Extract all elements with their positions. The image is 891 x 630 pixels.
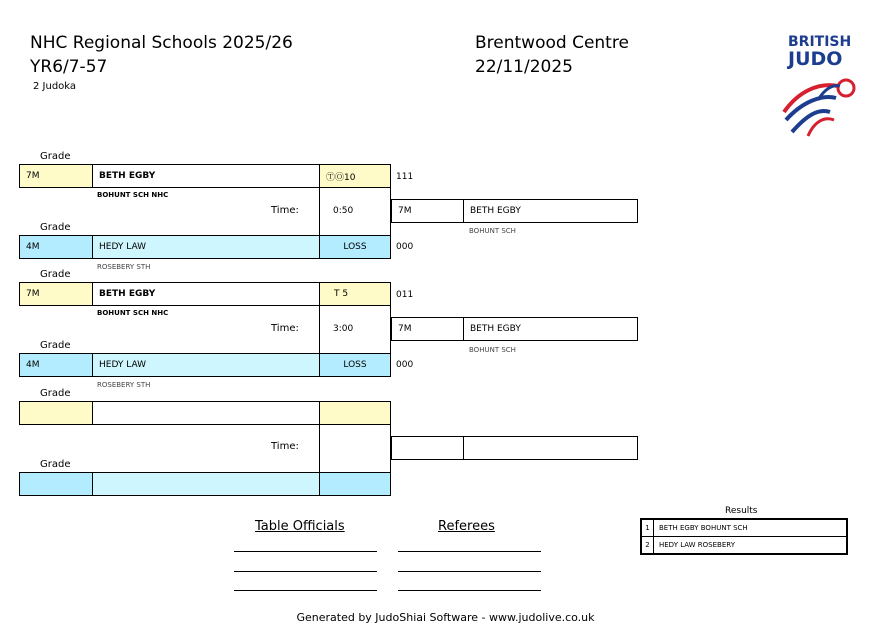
- category-title: YR6/7-57: [30, 57, 108, 77]
- white-points: 111: [396, 172, 414, 182]
- blue-grade: 4M: [19, 235, 93, 259]
- grade-label: Grade: [40, 222, 71, 233]
- winner-club: BOHUNT SCH: [469, 227, 516, 235]
- white-name: BETH EGBY: [92, 282, 320, 306]
- venue: Brentwood Centre: [475, 33, 629, 53]
- blue-club: ROSEBERY STH: [97, 381, 151, 389]
- signature-line: [234, 590, 377, 591]
- grade-label: Grade: [40, 340, 71, 351]
- white-club: BOHUNT SCH NHC: [97, 309, 169, 317]
- blue-score: LOSS: [319, 353, 391, 377]
- time-box: [319, 187, 391, 237]
- blue-name: HEDY LAW: [92, 235, 320, 259]
- time-label: Time:: [271, 323, 299, 334]
- result-place: 1: [642, 520, 654, 536]
- results-row: [642, 537, 846, 553]
- white-grade: 7M: [19, 282, 93, 306]
- white-score: ⓉⓄ10: [319, 164, 391, 188]
- white-score: [319, 401, 391, 425]
- white-club: BOHUNT SCH NHC: [97, 191, 169, 199]
- signature-line: [234, 551, 377, 552]
- blue-club: ROSEBERY STH: [97, 263, 151, 271]
- results-table: [640, 518, 848, 555]
- match-time: 0:50: [333, 206, 354, 216]
- table-officials-heading: Table Officials: [255, 519, 345, 534]
- winner-grade: 7M: [391, 317, 464, 341]
- results-row: [642, 520, 846, 537]
- white-points: 011: [396, 290, 414, 300]
- winner-name: BETH EGBY: [463, 199, 638, 223]
- winner-grade: 7M: [391, 199, 464, 223]
- blue-name: [92, 472, 320, 496]
- blue-points: 000: [396, 360, 414, 370]
- white-name: [92, 401, 320, 425]
- blue-name: HEDY LAW: [92, 353, 320, 377]
- white-grade: [19, 401, 93, 425]
- grade-label: Grade: [40, 269, 71, 280]
- time-box: [319, 305, 391, 355]
- judo-figure-icon: [778, 72, 860, 140]
- winner-name: [463, 436, 638, 460]
- judoka-count: 2 Judoka: [33, 81, 77, 92]
- result-place: 2: [642, 537, 654, 553]
- winner-grade: [391, 436, 464, 460]
- referees-heading: Referees: [438, 519, 495, 534]
- event-date: 22/11/2025: [475, 57, 573, 77]
- signature-line: [398, 571, 541, 572]
- blue-grade: [19, 472, 93, 496]
- time-label: Time:: [271, 205, 299, 216]
- grade-label: Grade: [40, 388, 71, 399]
- white-name: BETH EGBY: [92, 164, 320, 188]
- time-label: Time:: [271, 441, 299, 452]
- grade-label: Grade: [40, 459, 71, 470]
- winner-name: BETH EGBY: [463, 317, 638, 341]
- results-title: Results: [725, 506, 758, 516]
- footer: Generated by JudoShiai Software - www.judolive.co.uk: [296, 611, 595, 624]
- result-text: HEDY LAW ROSEBERY: [659, 541, 735, 549]
- time-box: [319, 424, 391, 473]
- winner-club: BOHUNT SCH: [469, 346, 516, 354]
- signature-line: [234, 571, 377, 572]
- match-time: 3:00: [333, 324, 354, 334]
- blue-score: LOSS: [319, 235, 391, 259]
- logo-line2: JUDO: [788, 48, 843, 70]
- blue-points: 000: [396, 242, 414, 252]
- blue-grade: 4M: [19, 353, 93, 377]
- signature-line: [398, 590, 541, 591]
- white-score: T 5: [319, 282, 391, 306]
- logo-line1: BRITISH: [788, 34, 852, 50]
- result-text: BETH EGBY BOHUNT SCH: [659, 524, 748, 532]
- british-judo-logo: [778, 34, 858, 144]
- grade-label: Grade: [40, 151, 71, 162]
- blue-score: [319, 472, 391, 496]
- white-grade: 7M: [19, 164, 93, 188]
- signature-line: [398, 551, 541, 552]
- event-title: NHC Regional Schools 2025/26: [30, 33, 293, 53]
